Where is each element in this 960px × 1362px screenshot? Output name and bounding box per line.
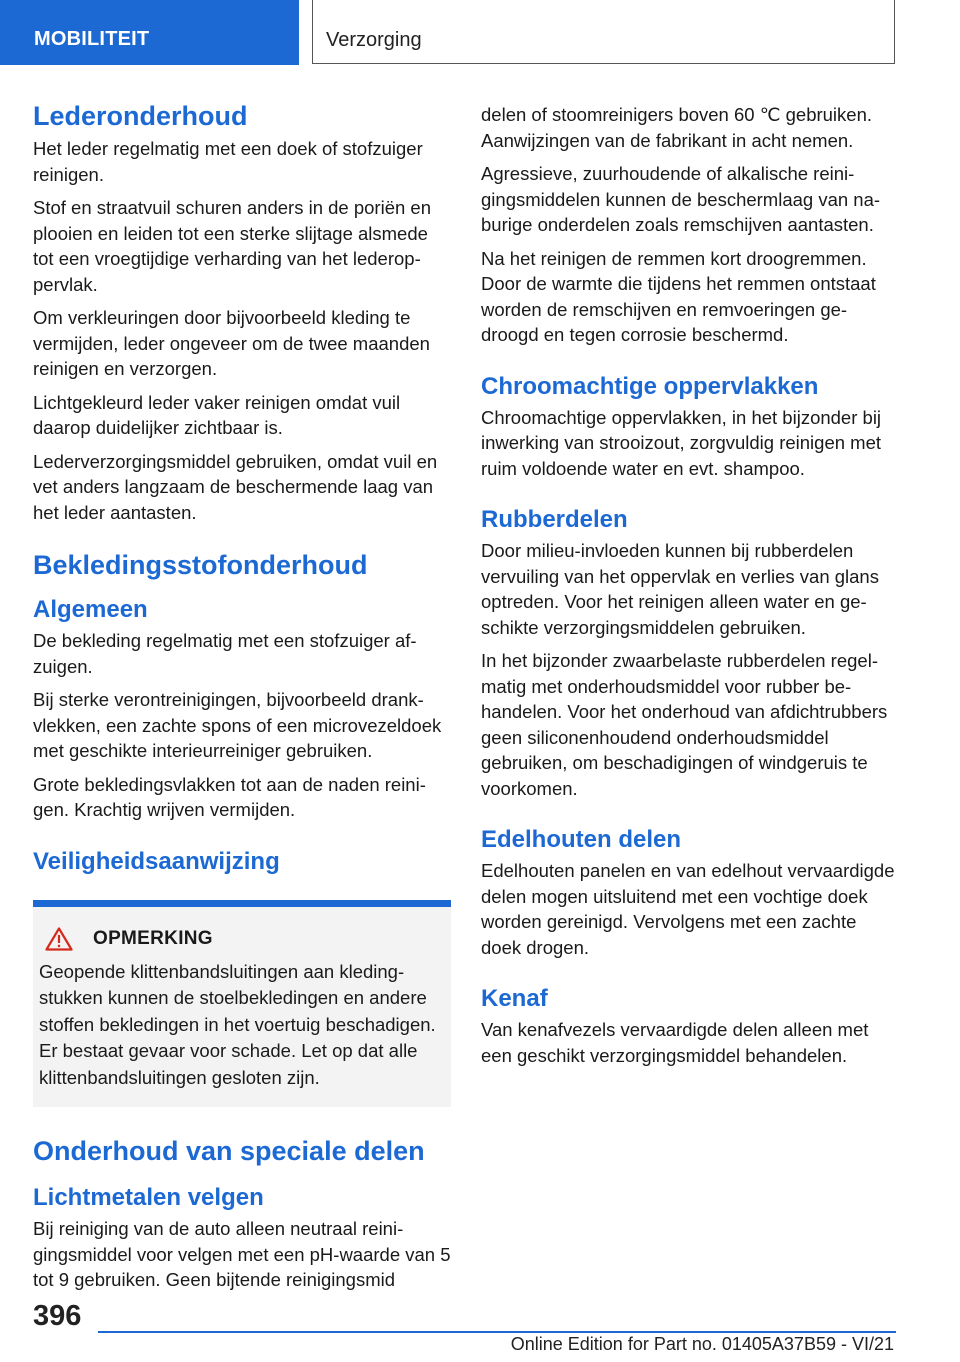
paragraph: Lederverzorgingsmiddel gebruiken, omdat vuil en vet anders langzaam de beschermende laag van het leder aantasten. (33, 450, 438, 523)
heading-chrome: Chroomachtige oppervlakken (481, 372, 819, 400)
warning-triangle-icon (45, 927, 73, 951)
notice-box (33, 900, 451, 1108)
paragraph: Door milieu-invloeden kunnen bij rubberdelen vervuiling van het oppervlak en verlies van glans optreden. Voor het reinigen alleen water en geschikte verzorgingsmiddelen gebruiken. (481, 540, 879, 638)
right-column (481, 102, 895, 1076)
paragraph: Bij reiniging van de auto alleen neutraal reinigingsmiddel voor velgen met een pH-waarde van 5 tot 9 gebruiken. Geen bijtende reinigingsmid (33, 1218, 451, 1290)
paragraph: Het leder regelmatig met een doek of stofzuiger reinigen. (33, 138, 423, 185)
heading-leather-care: Lederonderhoud (33, 101, 248, 131)
heading-kenaf: Kenaf (481, 985, 548, 1012)
footer-edition: Online Edition for Part no. 01405A37B59 - VI/21 (510, 1334, 894, 1354)
heading-rubber: Rubberdelen (481, 506, 628, 533)
paragraph: In het bijzonder zwaarbelaste rubberdelen regelmatig met onderhoudsmiddel voor rubber behandelen. Voor het onderhoud van afdichtrubbers geen siliconenhoudend onderhoudsmiddel gebruiken, om beschadigingen of windgeruis te voorkomen. (481, 650, 888, 799)
notice-title: OPMERKING (93, 927, 213, 949)
heading-wood: Edelhouten delen (481, 826, 682, 853)
paragraph: Agressieve, zuurhoudende of alkalische reinigingsmiddelen kunnen de beschermlaag van naburige onderdelen zoals remschijven aantasten. (481, 163, 881, 235)
footer-divider (98, 1331, 896, 1333)
paragraph: Grote bekledingsvlakken tot aan de naden reinigen. Krachtig wrijven vermijden. (33, 773, 426, 820)
paragraph: Om verkleuringen door bijvoorbeeld kleding te vermijden, leder ongeveer om de twee maanden reinigen en verzorgen. (33, 307, 430, 379)
paragraph: Chroomachtige oppervlakken, in het bijzonder bij inwerking van strooizout, zorgvuldig reinigen met ruim voldoende water en evt. shampoo. (481, 406, 882, 479)
section-tab[interactable]: MOBILITEIT (0, 0, 299, 65)
paragraph: Edelhouten panelen en van edelhout vervaardigde delen mogen uitsluitend met een vochtige doek worden gereinigd. Vervolgens met een zachte doek drogen. (481, 860, 895, 958)
chapter-tab[interactable]: Verzorging (312, 0, 895, 64)
heading-safety: Veiligheidsaanwijzing (33, 847, 280, 875)
left-column (33, 100, 451, 1301)
heading-alloy-wheels: Lichtmetalen velgen (33, 1184, 264, 1211)
page-number: 396 (33, 1300, 82, 1332)
notice-text: Geopende klittenbandsluitingen aan kledingstukken kunnen de stoelbekledingen en andere stoffen bekledingen in het voertuig beschadigen. Er bestaat gevaar voor schade. Let op dat alle klittenbandsluitingen gesloten zijn. (39, 960, 436, 1088)
heading-general: Algemeen (33, 596, 148, 623)
paragraph: Na het reinigen de remmen kort droogremmen. Door de warmte die tijdens het remmen ontstaat worden de remschijven en remvoeringen gedroogd en tegen corrosie beschermd. (481, 247, 876, 345)
heading-special-parts: Onderhoud van speciale delen (33, 1136, 425, 1166)
paragraph: Bij sterke verontreinigingen, bijvoorbeeld drankvlekken, een zachte spons of een microvezeldoek met geschikte interieurreiniger gebruiken. (33, 689, 442, 761)
paragraph: Van kenafvezels vervaardigde delen alleen met een geschikt verzorgingsmiddel behandelen. (481, 1019, 869, 1066)
paragraph: delen of stoomreinigers boven 60 ℃ gebruiken. Aanwijzingen van de fabrikant in acht nemen. (481, 104, 873, 151)
paragraph: Lichtgekleurd leder vaker reinigen omdat vuil daarop duidelijker zichtbaar is. (33, 391, 401, 438)
paragraph: Stof en straatvuil schuren anders in de poriën en plooien en leiden tot een sterke slijtage alsmede tot een vroegtijdige verharding van het lederoppervlak. (33, 197, 431, 295)
heading-fabric-care: Bekledingsstofonderhoud (33, 550, 368, 580)
paragraph: De bekleding regelmatig met een stofzuiger afzuigen. (33, 630, 417, 677)
